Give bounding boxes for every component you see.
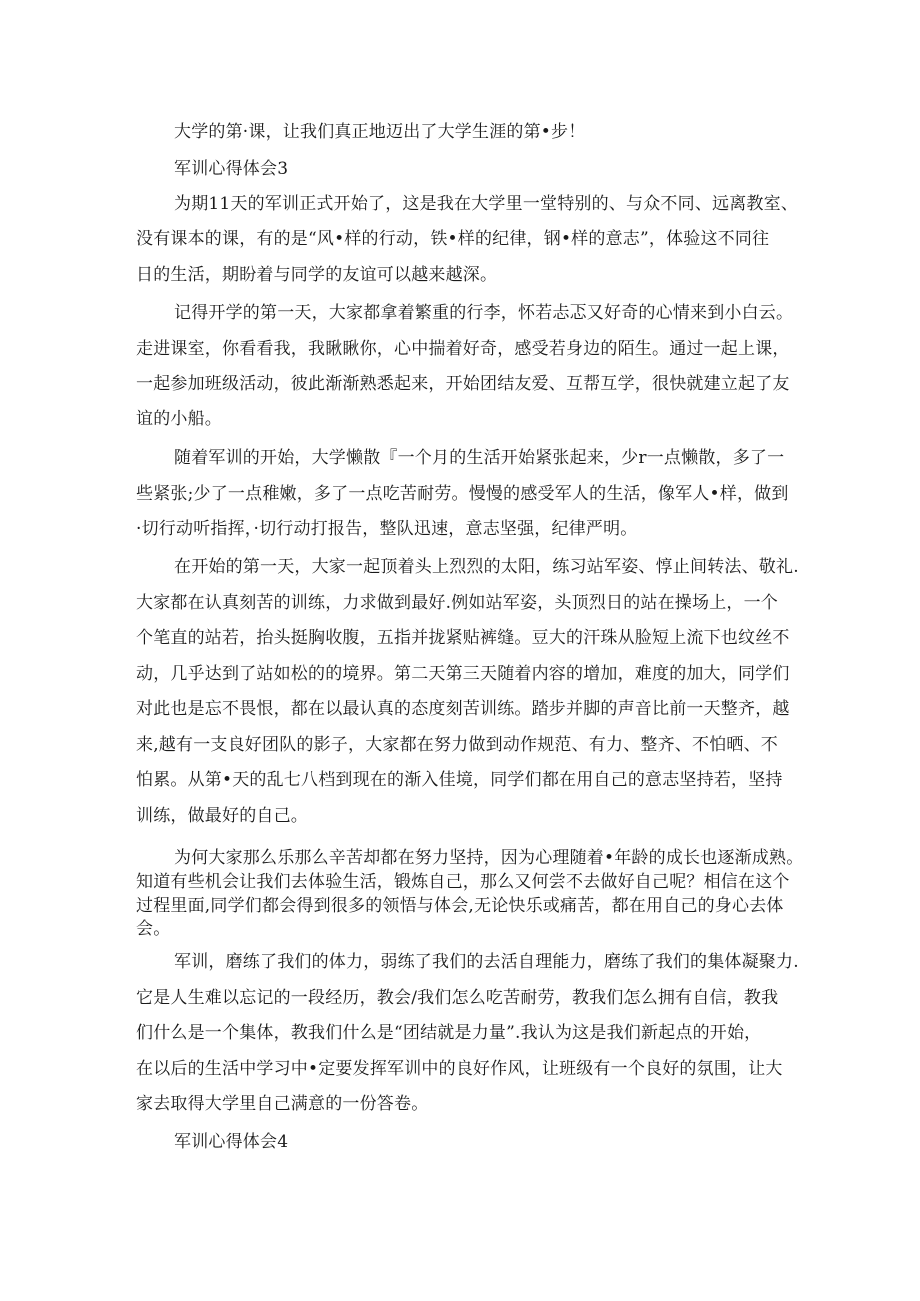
- text-line: 大学的第·课，让我们真正地迈出了大学生涯的第•步！: [174, 122, 586, 142]
- text-line: ·切行动听指挥，·切行动打报告，整队迅速，意志坚强，纪律严明。: [136, 519, 638, 539]
- text-line: 对此也是忘不畏恨，都在以最认真的态度刻苦训练。踏步并脚的声音比前一天整齐，越: [136, 699, 790, 719]
- text-line: 为期11天的军训正式开始了，这是我在大学里一堂特别的、与众不同、远离教室、: [174, 194, 799, 214]
- text-line: 过程里面,同学们都会得到很多的领悟与体会,无论快乐或痛苦，都在用自己的身心去体: [136, 896, 784, 916]
- text-line: 为何大家那么乐那么辛苦却都在努力坚持，因为心理随着•年龄的成长也逐渐成熟。: [174, 848, 804, 868]
- text-line: 们什么是一个集体，教我们什么是“团结就是力量”.我认为这是我们新起点的开始，: [136, 1023, 762, 1043]
- text-line: 来,越有一支良好团队的影子，大家都在努力做到动作规范、有力、整齐、不怕晒、不: [136, 735, 779, 755]
- text-line: 大家都在认真刻苦的训练，力求做到最好.例如站军姿，头顶烈日的站在操场上，一个: [136, 593, 779, 613]
- text-line: 没有课本的课，有的是“风•样的行动，铁•样的纪律，钢•样的意志”，体验这不同往: [136, 229, 770, 249]
- section-heading: 军训心得体会3: [174, 159, 289, 179]
- text-line: 走进课室，你看看我，我瞅瞅你，心中揣着好奇，感受若身边的陌生。通过一起上课，: [136, 339, 790, 359]
- section-heading: 军训心得体会4: [174, 1132, 289, 1152]
- text-line: 训练，做最好的自己。: [136, 806, 308, 826]
- text-line: 军训，磨练了我们的体力，弱练了我们的去活自理能力，磨练了我们的集体凝聚力.: [174, 952, 799, 972]
- text-line: 在以后的生活中学习中•定要发挥军训中的良好作风，让班级有一个良好的氛围，让大: [136, 1059, 783, 1079]
- text-line: 个笔直的站若，抬头挺胸收腹，五指并拢紧贴裤缝。豆大的汗珠从脸短上流下也纹丝不: [136, 628, 790, 648]
- text-line: 在开始的第一天，大家一起顶着头上烈烈的太阳，练习站军姿、惇止间转法、敬礼.: [174, 557, 799, 577]
- text-line: 谊的小船。: [136, 409, 222, 429]
- text-line: 动，几乎达到了站如松的的境界。第二天第三天随着内容的增加，难度的加大，同学们: [136, 664, 790, 684]
- text-line: 些紧张;少了一点稚嫩，多了一点吃苦耐劳。慢慢的感受军人的生活，像军人•样，做到: [136, 484, 789, 504]
- text-line: 它是人生难以忘记的一段经历，教会/我们怎么吃苦耐劳，教我们怎么拥有自信，教我: [136, 988, 779, 1008]
- text-line: 随着军训的开始，大学懒散『一个月的生活开始紧张起来，少r一点懒散，多了一: [174, 448, 785, 468]
- text-line: 家去取得大学里自己满意的一份答卷。: [136, 1094, 429, 1114]
- text-line: 会。: [136, 919, 171, 939]
- text-line: 一起参加班级活动，彼此渐渐熟悉起来，开始团结友爱、互帮互学，很快就建立起了友: [136, 374, 790, 394]
- text-line: 怕累。从第•天的乱七八档到现在的渐入佳境，同学们都在用自己的意志坚持若，坚持: [136, 770, 783, 790]
- text-line: 知道有些机会让我们去体验生活，锻炼自己，那么又何尝不去做好自己呢？相信在这个: [136, 872, 790, 892]
- text-line: 日的生活，期盼着与同学的友谊可以越来越深。: [136, 265, 498, 285]
- text-line: 记得开学的第一天，大家都拿着繁重的行李，怀若忐忑又好奇的心情来到小白云。: [174, 303, 794, 323]
